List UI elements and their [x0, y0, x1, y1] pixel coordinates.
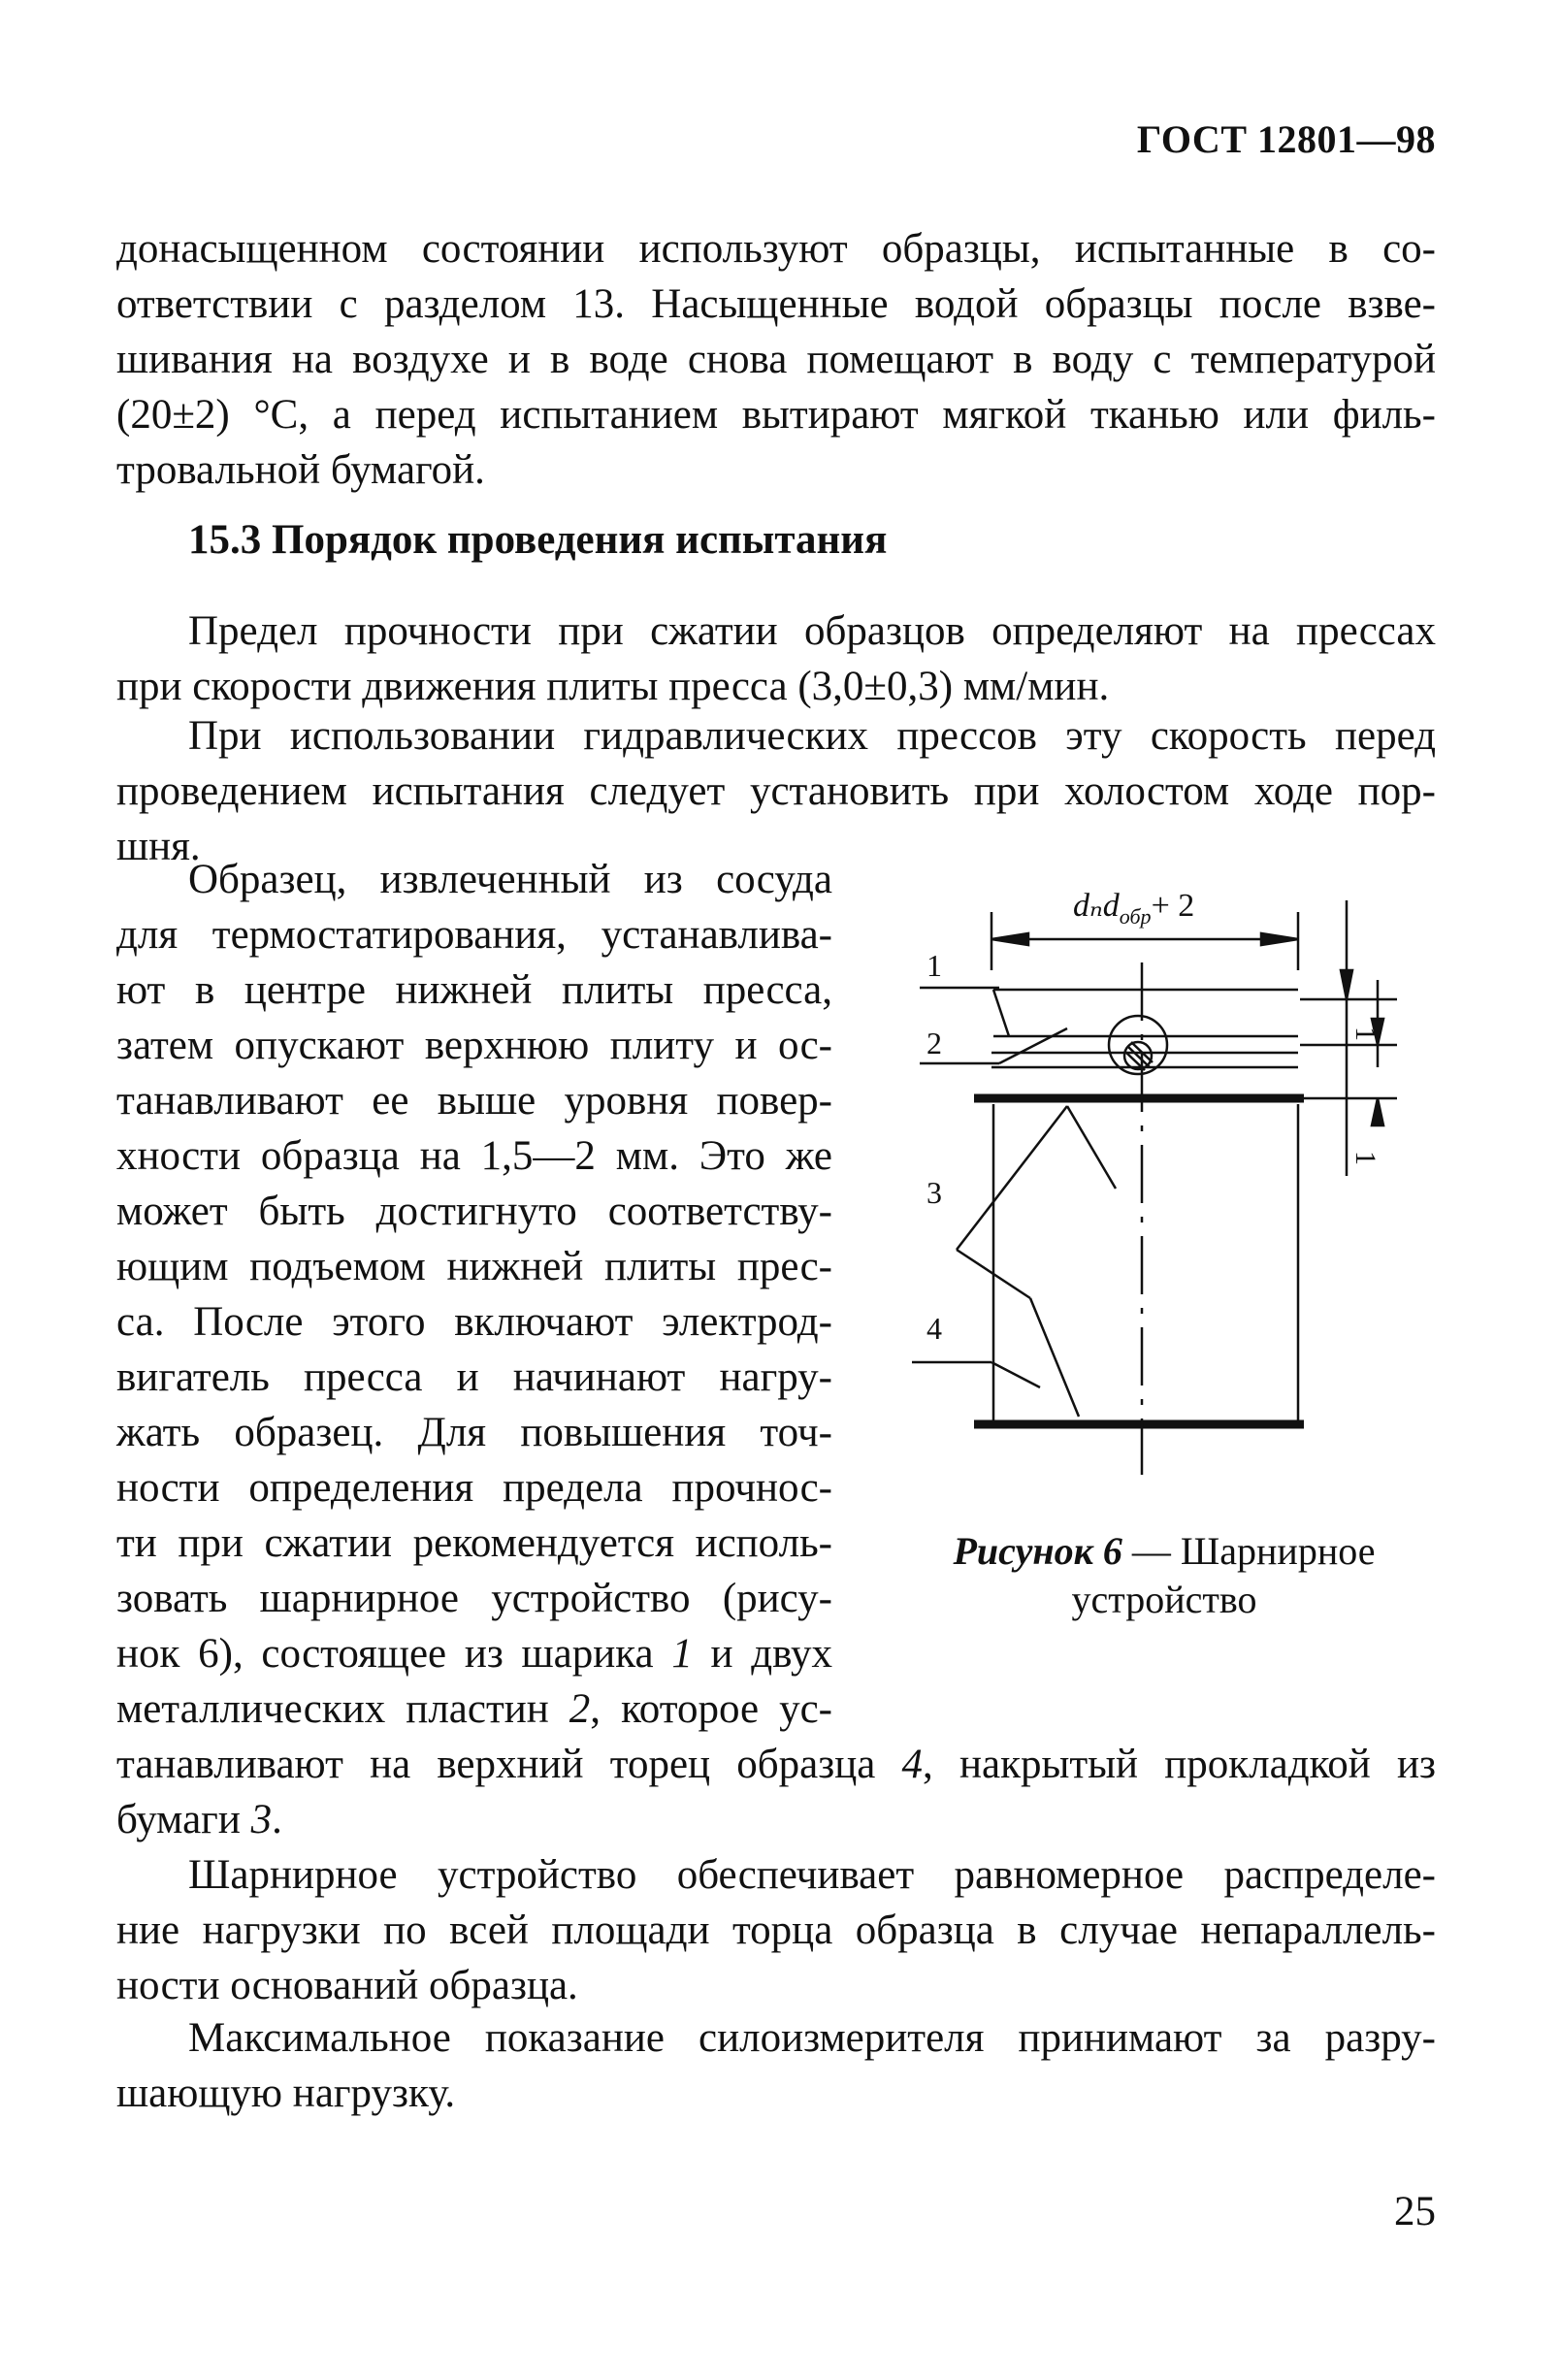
text-line: жать образец. Для повышения точ- [116, 1410, 832, 1455]
document-code: ГОСТ 12801—98 [1136, 117, 1436, 161]
text-line: проведением испытания следует установить при холостом ходе пор- [116, 768, 1436, 814]
text-fragment: , которое ус- [590, 1686, 832, 1732]
text-line: ют в центре нижней плиты пресса, [116, 967, 832, 1013]
plate-edge [993, 990, 1009, 1036]
text-line: ности определения предела прочнос- [116, 1465, 832, 1511]
text-fragment: и двух [692, 1631, 832, 1677]
page-number: 25 [1394, 2189, 1436, 2234]
text-line: зовать шарнирное устройство (рису- [116, 1576, 832, 1621]
section-heading: 15.3 Порядок проведения испытания [188, 517, 888, 563]
text-fragment: металлических пластин [116, 1686, 569, 1732]
caption-text: Шарнирное [1180, 1529, 1376, 1573]
figure-label-plates: 2 [926, 1026, 942, 1060]
text-line: (20±2) °С, а перед испытанием вытирают мягкой тканью или филь- [116, 392, 1436, 438]
ref-paper: 3 [250, 1797, 273, 1842]
caption-line-1 [883, 1527, 1446, 1576]
paragraph-procedure-full [116, 1737, 1436, 1847]
text-line: хности образца на 1,5—2 мм. Это же [116, 1133, 832, 1179]
ref-sample: 4 [901, 1742, 924, 1787]
dim-arrow [1341, 970, 1352, 999]
text-fragment: , накрытый прокладкой из [923, 1742, 1436, 1787]
ref-plates: 2 [569, 1686, 591, 1732]
text-line [116, 1792, 1436, 1847]
text-line: шающую нагрузку. [116, 2070, 456, 2116]
text-line: ти при сжатии рекомендуется исполь- [116, 1520, 832, 1566]
leader-3a [957, 1106, 1067, 1250]
text-line: Образец, извлеченный из сосуда [188, 857, 832, 902]
text-line: для термостатирования, устанавлива- [116, 912, 832, 958]
dim-arrow-left [991, 933, 1028, 945]
paragraph-max-load [116, 2010, 1436, 2121]
dim-side-label-2: 1 [1349, 1151, 1381, 1165]
text-line: Шарнирное устройство обеспечивает равномерное распределе- [188, 1852, 1436, 1898]
hinge-device-figure [873, 873, 1416, 1494]
text-line: При использовании гидравлических прессов эту скорость перед [188, 713, 1436, 759]
figure-label-ball: 1 [926, 948, 942, 983]
text-line: са. После этого включают электрод- [116, 1299, 832, 1345]
text-line [116, 1681, 832, 1737]
text-line: затем опускают верхнюю плиту и ос- [116, 1023, 832, 1068]
dim-arrow [1372, 1098, 1383, 1125]
dim-arrow-right [1261, 933, 1298, 945]
text-line: при скорости движения плиты пресса (3,0±0,3) мм/мин. [116, 664, 1110, 709]
dim-side-label-1: 1 [1349, 1027, 1381, 1041]
text-line: шня. [116, 824, 201, 869]
paragraph-procedure-column [116, 852, 832, 1737]
leader-3c [1067, 1106, 1116, 1189]
text-line: шивания на воздухе и в воде снова помещают в воду с температурой [116, 337, 1436, 382]
caption-dash: — [1121, 1529, 1181, 1573]
ref-ball: 1 [671, 1631, 693, 1677]
paragraph-press-speed [116, 603, 1436, 714]
paragraph-hydraulic [116, 708, 1436, 874]
text-line: ответствии с разделом 13. Насыщенные водой образцы после взве- [116, 281, 1436, 327]
intro-paragraph [116, 221, 1436, 498]
text-line: вигатель пресса и начинают нагру- [116, 1354, 832, 1400]
text-line: тровальной бумагой. [116, 447, 485, 493]
dim-top-label: dₙd$_{обр}$+ 2 [1073, 888, 1195, 929]
leader-4b [991, 1362, 1040, 1387]
text-line: Предел прочности при сжатии образцов определяют на прессах [188, 608, 1436, 654]
paragraph-uniform-load [116, 1847, 1436, 2013]
text-line [116, 1737, 1436, 1792]
text-line: может быть достигнуто соответству- [116, 1189, 832, 1234]
text-line: донасыщенном состоянии используют образцы, испытанные в со- [116, 226, 1436, 272]
text-line [116, 1626, 832, 1681]
figure-label-sample: 4 [926, 1311, 942, 1346]
text-fragment: нок 6), состоящее из шарика [116, 1631, 672, 1677]
text-fragment: бумаги [116, 1797, 251, 1842]
leader-2b [999, 1028, 1067, 1063]
figure-caption [883, 1527, 1446, 1624]
text-line: ющим подъемом нижней плиты прес- [116, 1244, 832, 1289]
text-line: ние нагрузки по всей площади торца образца в случае непараллель- [116, 1907, 1436, 1953]
text-line: Максимальное показание силоизмерителя принимают за разру- [188, 2015, 1436, 2061]
text-fragment: танавливают на верхний торец образца [116, 1742, 902, 1787]
text-line: танавливают ее выше уровня повер- [116, 1078, 832, 1124]
text-fragment: . [272, 1797, 282, 1842]
text-line: ности оснований образца. [116, 1963, 578, 2008]
leader-4c [1030, 1298, 1079, 1417]
figure-label-paper: 3 [926, 1175, 942, 1210]
caption-line-2: устройство [1071, 1578, 1257, 1621]
caption-label: Рисунок 6 [953, 1529, 1122, 1573]
